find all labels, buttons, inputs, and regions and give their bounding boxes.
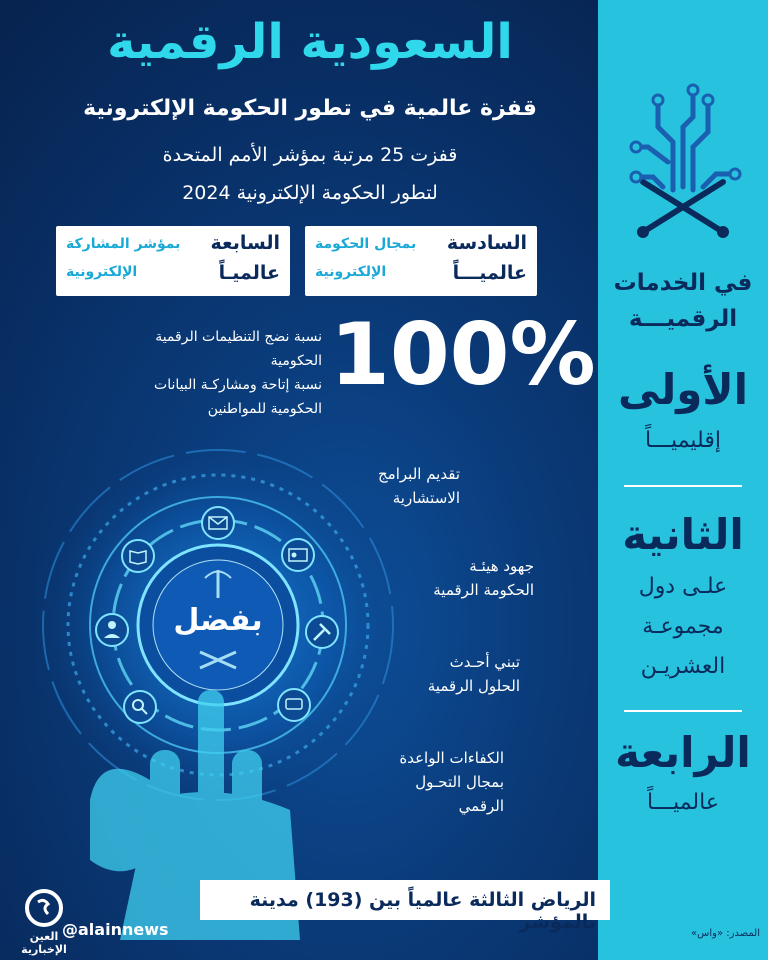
gavel-icon: [306, 616, 338, 648]
sidebar-heading-line2: الرقميـــة: [628, 306, 738, 332]
annotation-consulting: [330, 462, 460, 510]
annotation-line: الكفاءات الواعدة: [399, 749, 504, 767]
card-desc-line1: بمؤشر المشاركة: [66, 236, 181, 252]
center-word: بفضل: [173, 603, 263, 638]
annotation-solutions: [340, 650, 520, 698]
annotation-line: تبني أحـدث: [449, 653, 520, 671]
logo-wordmark: العين الإخبارية: [21, 930, 67, 956]
card-desc-line1: بمجال الحكومة: [315, 236, 417, 252]
card-desc-line2: الإلكترونية: [66, 264, 138, 280]
rank-first-label: الأولى: [617, 365, 749, 414]
rank-card-egov: [305, 226, 537, 296]
annotation-line: بمجال التحـول: [415, 773, 504, 791]
stat-desc-line3: الحكومية للمواطنين: [207, 401, 322, 417]
intro-line1: قفزت 25 مرتبة بمؤشر الأمم المتحدة: [162, 144, 458, 166]
annotation-line: الاستشارية: [392, 489, 460, 507]
rank-second-scope-line2: مجموعـة: [642, 614, 724, 639]
stat-desc-line2: نسبة إتاحة ومشاركـة البيانات: [154, 377, 322, 393]
search-icon: [124, 691, 156, 723]
annotation-line: الحكومة الرقمية: [433, 581, 534, 599]
alain-logo-icon: [24, 888, 64, 928]
social-handle[interactable]: @alainnews: [62, 920, 169, 939]
sidebar-heading-line1: في الخدمات: [613, 270, 753, 296]
person-icon: [96, 614, 128, 646]
card-rank-line1: السادسة: [446, 232, 527, 254]
id-card-icon: [282, 539, 314, 571]
rank-first-scope: إقليميـــاً: [645, 428, 721, 453]
annotation-talent: [340, 746, 504, 818]
bottom-highlight-text: الرياض الثالثة عالمياً بين (193) مدينة بالمؤشر: [249, 889, 596, 933]
rank-second-label: الثانية: [622, 510, 744, 559]
page-title: السعودية الرقمية: [107, 14, 513, 70]
stat-percentage: 100%: [330, 305, 596, 405]
card-rank-line1: السابعة: [210, 232, 280, 254]
stat-desc-line1: نسبة نضج التنظيمات الرقمية الحكومية: [155, 329, 322, 369]
circuit-tree-icon: [598, 72, 768, 242]
rank-fourth-label: الرابعة: [615, 728, 751, 777]
sidebar-panel: [598, 0, 768, 960]
intro-line2: لتطور الحكومة الإلكترونية 2024: [182, 182, 438, 204]
card-desc-line2: الإلكترونية: [315, 264, 387, 280]
card-rank-line2: عالميـــاً: [452, 262, 527, 284]
annotation-line: تقديم البرامج: [378, 465, 460, 483]
annotation-line: الحلول الرقمية: [427, 677, 520, 695]
rank-fourth-scope: عالميـــاً: [647, 790, 719, 815]
annotation-line: جهود هيئـة: [469, 557, 534, 575]
bottom-highlight: [200, 880, 610, 933]
mail-icon: [202, 507, 234, 539]
rank-second-scope-line3: العشريـن: [640, 654, 726, 679]
rank-card-participation: [56, 226, 290, 296]
stat-description: [150, 325, 322, 421]
book-icon: [122, 540, 154, 572]
divider: [624, 485, 742, 487]
source-credit: المصدر: «واس»: [691, 928, 760, 939]
chat-icon: [278, 689, 310, 721]
annotation-line: الرقمي: [458, 797, 504, 815]
rank-second-scope-line1: علـى دول: [638, 574, 728, 599]
divider: [624, 710, 742, 712]
annotation-authority: [340, 554, 534, 602]
page-subtitle: قفزة عالمية في تطور الحكومة الإلكترونية: [83, 96, 537, 121]
card-rank-line2: عالميـاً: [218, 262, 280, 284]
